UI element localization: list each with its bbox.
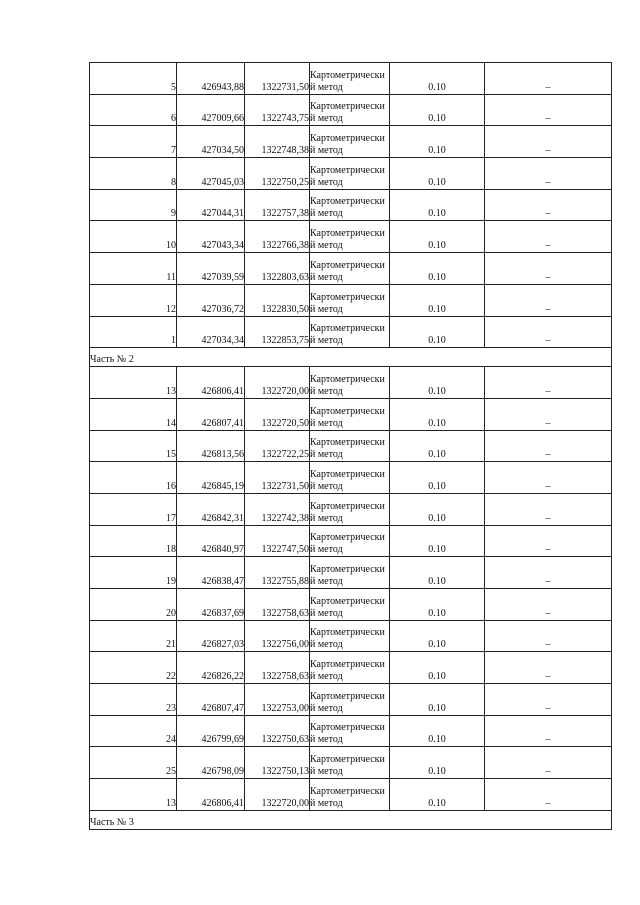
y-coordinate: 1322742,38	[245, 493, 310, 525]
point-number: 5	[90, 63, 177, 95]
accuracy-cell: 0.10	[390, 525, 485, 557]
description-cell: –	[485, 747, 612, 779]
y-coordinate: 1322722,25	[245, 430, 310, 462]
method-cell: Картометрический метод	[310, 126, 390, 158]
method-cell: Картометрический метод	[310, 652, 390, 684]
method-cell: Картометрический метод	[310, 620, 390, 652]
table-body	[90, 63, 612, 830]
y-coordinate: 1322720,00	[245, 367, 310, 399]
table-row	[90, 94, 612, 126]
accuracy-cell: 0.10	[390, 684, 485, 716]
table-row	[90, 126, 612, 158]
y-coordinate: 1322758,63	[245, 589, 310, 621]
accuracy-cell: 0.10	[390, 398, 485, 430]
description-cell: –	[485, 94, 612, 126]
table-row	[90, 63, 612, 95]
y-coordinate: 1322766,38	[245, 221, 310, 253]
x-coordinate: 426838,47	[177, 557, 245, 589]
y-coordinate: 1322756,00	[245, 620, 310, 652]
table-row	[90, 430, 612, 462]
accuracy-cell: 0.10	[390, 493, 485, 525]
y-coordinate: 1322853,75	[245, 316, 310, 348]
accuracy-cell: 0.10	[390, 715, 485, 747]
description-cell: –	[485, 316, 612, 348]
y-coordinate: 1322830,50	[245, 284, 310, 316]
method-cell: Картометрический метод	[310, 557, 390, 589]
accuracy-cell: 0.10	[390, 63, 485, 95]
x-coordinate: 426798,09	[177, 747, 245, 779]
point-number: 25	[90, 747, 177, 779]
point-number: 18	[90, 525, 177, 557]
method-cell: Картометрический метод	[310, 63, 390, 95]
table-row	[90, 525, 612, 557]
description-cell: –	[485, 189, 612, 221]
table-row	[90, 493, 612, 525]
point-number: 14	[90, 398, 177, 430]
description-cell: –	[485, 126, 612, 158]
part-label: Часть № 3	[90, 810, 612, 829]
x-coordinate: 427045,03	[177, 158, 245, 190]
point-number: 19	[90, 557, 177, 589]
x-coordinate: 427036,72	[177, 284, 245, 316]
x-coordinate: 426806,41	[177, 779, 245, 811]
x-coordinate: 426806,41	[177, 367, 245, 399]
table-row	[90, 589, 612, 621]
accuracy-cell: 0.10	[390, 189, 485, 221]
x-coordinate: 427009,66	[177, 94, 245, 126]
method-cell: Картометрический метод	[310, 253, 390, 285]
y-coordinate: 1322731,50	[245, 63, 310, 95]
x-coordinate: 427039,59	[177, 253, 245, 285]
method-cell: Картометрический метод	[310, 221, 390, 253]
x-coordinate: 426827,03	[177, 620, 245, 652]
description-cell: –	[485, 367, 612, 399]
table-row	[90, 253, 612, 285]
accuracy-cell: 0.10	[390, 221, 485, 253]
description-cell: –	[485, 158, 612, 190]
description-cell: –	[485, 589, 612, 621]
point-number: 16	[90, 462, 177, 494]
y-coordinate: 1322750,25	[245, 158, 310, 190]
point-number: 13	[90, 367, 177, 399]
y-coordinate: 1322758,63	[245, 652, 310, 684]
description-cell: –	[485, 557, 612, 589]
x-coordinate: 426840,97	[177, 525, 245, 557]
y-coordinate: 1322748,38	[245, 126, 310, 158]
method-cell: Картометрический метод	[310, 94, 390, 126]
table-row	[90, 316, 612, 348]
description-cell: –	[485, 493, 612, 525]
part-header-row	[90, 348, 612, 367]
point-number: 1	[90, 316, 177, 348]
description-cell: –	[485, 221, 612, 253]
x-coordinate: 426799,69	[177, 715, 245, 747]
description-cell: –	[485, 525, 612, 557]
point-number: 20	[90, 589, 177, 621]
accuracy-cell: 0.10	[390, 747, 485, 779]
method-cell: Картометрический метод	[310, 684, 390, 716]
accuracy-cell: 0.10	[390, 158, 485, 190]
table-row	[90, 715, 612, 747]
method-cell: Картометрический метод	[310, 589, 390, 621]
point-number: 24	[90, 715, 177, 747]
point-number: 10	[90, 221, 177, 253]
x-coordinate: 426842,31	[177, 493, 245, 525]
table-row	[90, 652, 612, 684]
part-header-row	[90, 810, 612, 829]
table-row	[90, 620, 612, 652]
table-row	[90, 398, 612, 430]
y-coordinate: 1322720,00	[245, 779, 310, 811]
part-label: Часть № 2	[90, 348, 612, 367]
y-coordinate: 1322753,00	[245, 684, 310, 716]
description-cell: –	[485, 779, 612, 811]
point-number: 15	[90, 430, 177, 462]
point-number: 21	[90, 620, 177, 652]
accuracy-cell: 0.10	[390, 94, 485, 126]
accuracy-cell: 0.10	[390, 620, 485, 652]
point-number: 9	[90, 189, 177, 221]
accuracy-cell: 0.10	[390, 652, 485, 684]
x-coordinate: 427044,31	[177, 189, 245, 221]
method-cell: Картометрический метод	[310, 189, 390, 221]
y-coordinate: 1322720,50	[245, 398, 310, 430]
x-coordinate: 426845,19	[177, 462, 245, 494]
accuracy-cell: 0.10	[390, 462, 485, 494]
method-cell: Картометрический метод	[310, 158, 390, 190]
method-cell: Картометрический метод	[310, 316, 390, 348]
y-coordinate: 1322803,63	[245, 253, 310, 285]
x-coordinate: 426807,41	[177, 398, 245, 430]
point-number: 11	[90, 253, 177, 285]
point-number: 6	[90, 94, 177, 126]
y-coordinate: 1322747,50	[245, 525, 310, 557]
method-cell: Картометрический метод	[310, 715, 390, 747]
x-coordinate: 426807,47	[177, 684, 245, 716]
accuracy-cell: 0.10	[390, 430, 485, 462]
description-cell: –	[485, 398, 612, 430]
description-cell: –	[485, 462, 612, 494]
table-row	[90, 779, 612, 811]
y-coordinate: 1322731,50	[245, 462, 310, 494]
method-cell: Картометрический метод	[310, 747, 390, 779]
x-coordinate: 426943,88	[177, 63, 245, 95]
point-number: 23	[90, 684, 177, 716]
table-row	[90, 684, 612, 716]
x-coordinate: 427034,50	[177, 126, 245, 158]
accuracy-cell: 0.10	[390, 557, 485, 589]
point-number: 22	[90, 652, 177, 684]
x-coordinate: 427034,34	[177, 316, 245, 348]
table-row	[90, 189, 612, 221]
method-cell: Картометрический метод	[310, 430, 390, 462]
x-coordinate: 426813,56	[177, 430, 245, 462]
point-number: 7	[90, 126, 177, 158]
description-cell: –	[485, 63, 612, 95]
method-cell: Картометрический метод	[310, 779, 390, 811]
description-cell: –	[485, 715, 612, 747]
x-coordinate: 426837,69	[177, 589, 245, 621]
table-row	[90, 462, 612, 494]
x-coordinate: 426826,22	[177, 652, 245, 684]
point-number: 8	[90, 158, 177, 190]
y-coordinate: 1322755,88	[245, 557, 310, 589]
description-cell: –	[485, 284, 612, 316]
y-coordinate: 1322743,75	[245, 94, 310, 126]
description-cell: –	[485, 620, 612, 652]
table-row	[90, 158, 612, 190]
accuracy-cell: 0.10	[390, 284, 485, 316]
y-coordinate: 1322750,63	[245, 715, 310, 747]
accuracy-cell: 0.10	[390, 779, 485, 811]
table-row	[90, 747, 612, 779]
method-cell: Картометрический метод	[310, 462, 390, 494]
accuracy-cell: 0.10	[390, 253, 485, 285]
table-row	[90, 557, 612, 589]
accuracy-cell: 0.10	[390, 589, 485, 621]
y-coordinate: 1322757,38	[245, 189, 310, 221]
method-cell: Картометрический метод	[310, 284, 390, 316]
description-cell: –	[485, 684, 612, 716]
accuracy-cell: 0.10	[390, 316, 485, 348]
method-cell: Картометрический метод	[310, 398, 390, 430]
point-number: 17	[90, 493, 177, 525]
method-cell: Картометрический метод	[310, 493, 390, 525]
accuracy-cell: 0.10	[390, 367, 485, 399]
description-cell: –	[485, 430, 612, 462]
coordinates-table	[89, 62, 612, 830]
table-row	[90, 221, 612, 253]
x-coordinate: 427043,34	[177, 221, 245, 253]
description-cell: –	[485, 652, 612, 684]
table-row	[90, 284, 612, 316]
description-cell: –	[485, 253, 612, 285]
method-cell: Картометрический метод	[310, 367, 390, 399]
accuracy-cell: 0.10	[390, 126, 485, 158]
point-number: 12	[90, 284, 177, 316]
table-row	[90, 367, 612, 399]
y-coordinate: 1322750,13	[245, 747, 310, 779]
method-cell: Картометрический метод	[310, 525, 390, 557]
point-number: 13	[90, 779, 177, 811]
